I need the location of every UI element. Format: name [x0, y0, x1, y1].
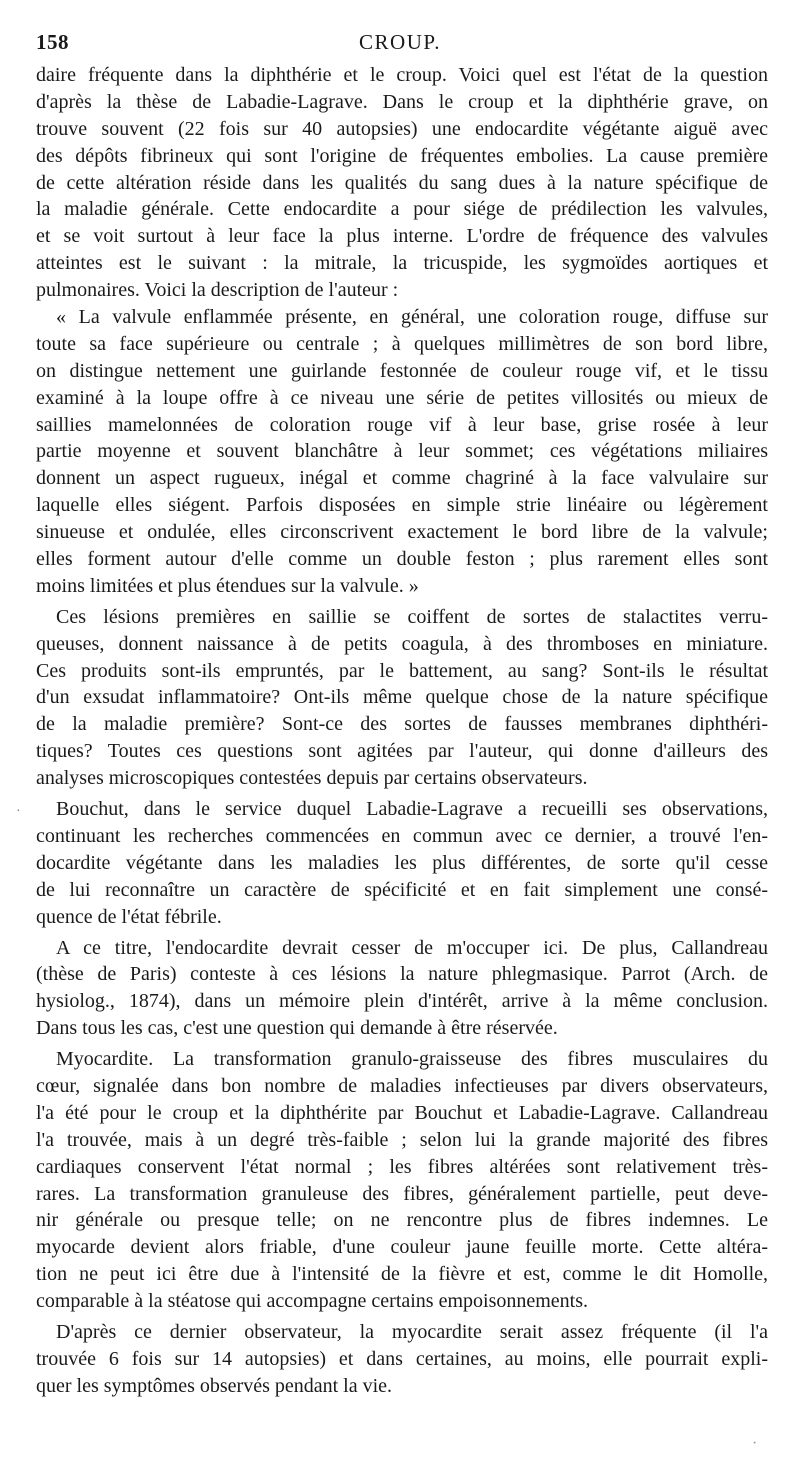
text-line: continuant les recherches commencées en commun avec ce dernier, a trouvé l'en- — [36, 824, 768, 847]
text-line: laquelle elles siégent. Parfois disposées en simple strie linéaire ou légèrement — [36, 494, 768, 517]
running-title: CROUP. — [359, 30, 441, 54]
text-line: l'a été pour le croup et la diphthérite par Bouchut et Labadie-Lagrave. Callandreau — [36, 1101, 768, 1124]
text-line: cardiaques conservent l'état normal ; les fibres altérées sont relativement très- — [36, 1155, 768, 1178]
text-line: Dans tous les cas, c'est une question qui demande à être réservée. — [36, 1017, 558, 1040]
text-line: cœur, signalée dans bon nombre de maladies infectieuses par divers observateurs, — [36, 1074, 768, 1097]
text-line: A ce titre, l'endocardite devrait cesser de m'occuper ici. De plus, Callandreau — [56, 936, 768, 959]
text-line: de la maladie première? Sont-ce des sortes de fausses membranes diphthéri- — [36, 713, 768, 736]
text-line: « La valvule enflammée présente, en général, une coloration rouge, diffuse sur — [56, 306, 768, 329]
text-line: hysiolog., 1874), dans un mémoire plein d'intérêt, arrive à la même conclusion. — [36, 990, 768, 1013]
text-line: d'un exsudat inflammatoire? Ont-ils même quelque chose de la nature spécifique — [36, 686, 768, 709]
text-line: l'a trouvée, mais à un degré très-faible ; selon lui la grande majorité des fibres — [36, 1128, 768, 1151]
text-line: quer les symptômes observés pendant la vie. — [36, 1374, 393, 1397]
text-line: pulmonaires. Voici la description de l'auteur : — [36, 279, 399, 302]
text-line: de cette altération réside dans les qualités du sang dues à la nature spécifique de — [36, 171, 768, 194]
text-line: moins limitées et plus étendues sur la valvule. » — [36, 574, 419, 597]
text-line: sinueuse et ondulée, elles circonscrivent exactement le bord libre de la valvule; — [36, 521, 768, 544]
text-line: rares. La transformation granuleuse des fibres, généralement partielle, peut deve- — [36, 1182, 768, 1205]
text-line: trouve souvent (22 fois sur 40 autopsies) une endocardite végétante aiguë avec — [36, 117, 768, 140]
text-line: Ces lésions premières en saillie se coiffent de sortes de stalactites verru- — [56, 605, 768, 628]
text-line: et se voit surtout à leur face la plus interne. L'ordre de fréquence des valvules — [36, 225, 768, 248]
text-line: quence de l'état fébrile. — [36, 905, 222, 928]
running-head — [36, 30, 764, 60]
text-line: elles forment autour d'elle comme un double feston ; plus rarement elles sont — [36, 548, 768, 571]
text-line: tiques? Toutes ces questions sont agitées par l'auteur, qui donne d'ailleurs des — [36, 740, 768, 763]
text-line: atteintes est le suivant : la mitrale, la tricuspide, les sygmoïdes aortiques et — [36, 252, 768, 275]
text-line: tion ne peut ici être due à l'intensité de la fièvre et est, comme le dit Homolle, — [36, 1263, 768, 1286]
text-line: Ces produits sont-ils empruntés, par le battement, au sang? Sont-ils le résultat — [36, 659, 768, 682]
text-line: queuses, donnent naissance à de petits coagula, à des thromboses en miniature. — [36, 632, 768, 655]
text-line: (thèse de Paris) conteste à ces lésions la nature phlegmasique. Parrot (Arch. de — [36, 963, 768, 986]
text-line: partie moyenne et souvent blanchâtre à leur sommet; ces végétations miliaires — [36, 440, 768, 463]
text-line: des dépôts fibrineux qui sont l'origine de fréquentes embolies. La cause première — [36, 144, 768, 167]
text-line: d'après la thèse de Labadie-Lagrave. Dans le croup et la diphthérie grave, on — [36, 90, 768, 113]
text-line: trouvée 6 fois sur 14 autopsies) et dans certaines, au moins, elle pourrait expli- — [36, 1347, 768, 1370]
text-line: la maladie générale. Cette endocardite a pour siége de prédilection les valvules, — [36, 198, 768, 221]
text-line: D'après ce dernier observateur, la myocardite serait assez fréquente (il l'a — [56, 1320, 768, 1343]
text-line: analyses microscopiques contestées depuis par certains observateurs. — [36, 767, 588, 790]
text-line: saillies mamelonnées de coloration rouge vif à leur base, grise rosée à leur — [36, 413, 768, 436]
margin-mark: · — [16, 804, 21, 819]
text-line: donnent un aspect rugueux, inégal et comme chagriné à la face valvulaire sur — [36, 467, 768, 490]
text-line: toute sa face supérieure ou centrale ; à quelques millimètres de son bord libre, — [36, 332, 768, 355]
bottom-mark: · — [752, 1435, 758, 1452]
text-line: comparable à la stéatose qui accompagne certains empoisonnements. — [36, 1290, 589, 1313]
text-line: myocarde devient alors friable, d'une couleur jaune feuille morte. Cette altéra- — [36, 1236, 768, 1259]
page-number: 158 — [36, 30, 69, 54]
body-text — [36, 62, 768, 1400]
text-line: daire fréquente dans la diphthérie et le croup. Voici quel est l'état de la question — [36, 64, 768, 86]
text-line: on distingue nettement une guirlande festonnée de couleur rouge vif, et le tissu — [36, 359, 768, 382]
text-line: examiné à la loupe offre à ce niveau une série de petites villosités ou mieux de — [36, 386, 768, 409]
text-line: nir générale ou presque telle; on ne rencontre plus de fibres indemnes. Le — [36, 1209, 768, 1232]
text-line: docardite végétante dans les maladies les plus différentes, de sorte qu'il cesse — [36, 851, 768, 874]
text-line: Bouchut, dans le service duquel Labadie-Lagrave a recueilli ses observations, — [56, 798, 768, 821]
text-line: Myocardite. La transformation granulo-graisseuse des fibres musculaires du — [56, 1048, 768, 1071]
text-line: de lui reconnaître un caractère de spécificité et en fait simplement une consé- — [36, 878, 768, 901]
